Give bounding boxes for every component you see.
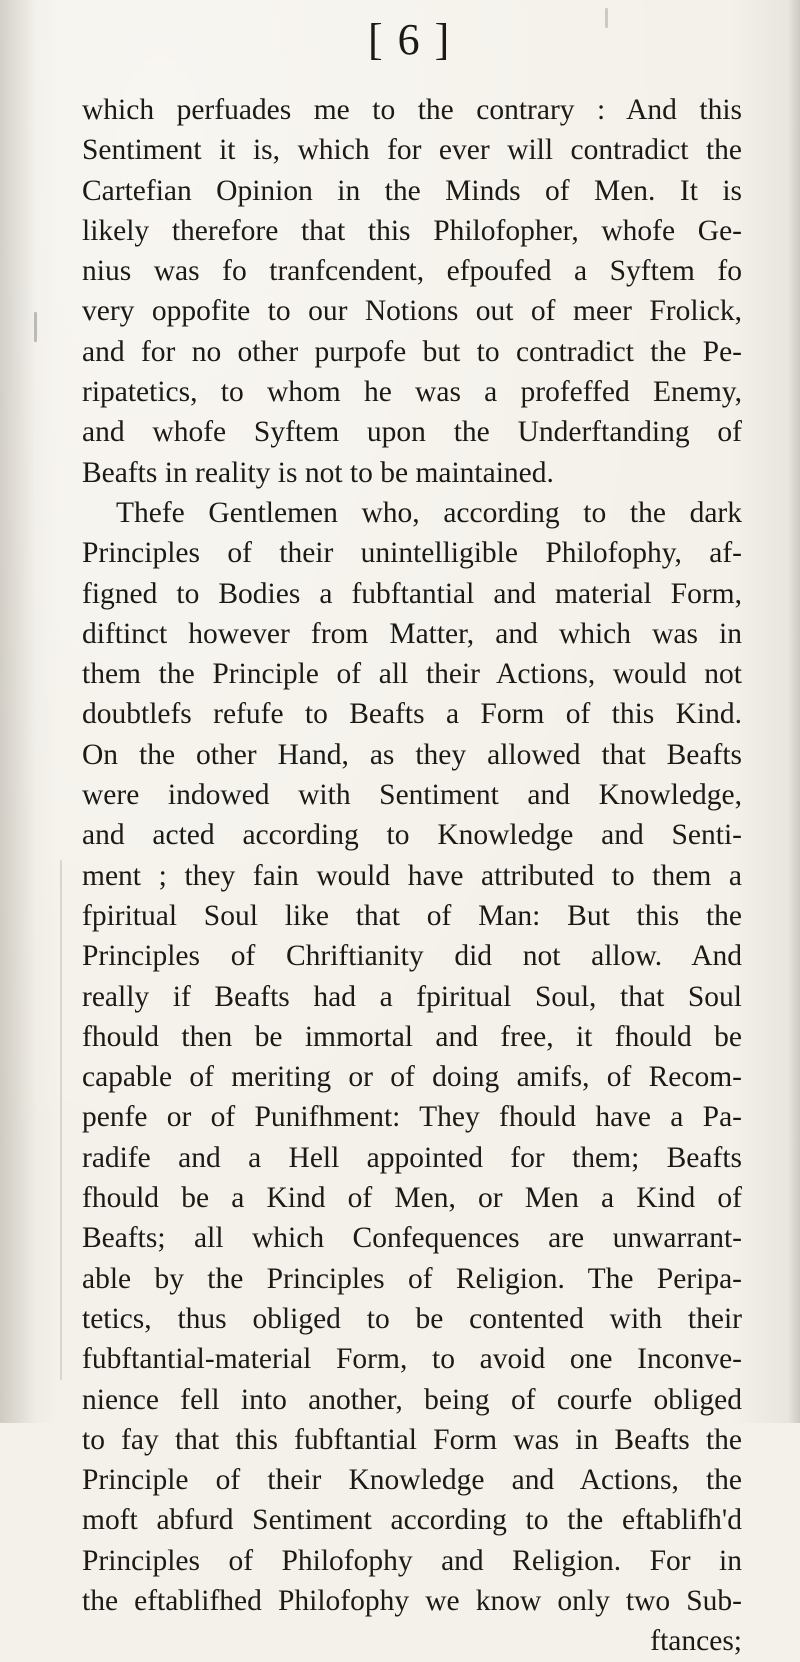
text-line: doubtlefs refufe to Beafts a Form of this Kind.: [82, 698, 742, 731]
text-line: and for no other purpofe but to contradict the Pe-: [82, 335, 742, 368]
text-line: really if Beafts had a fpiritual Soul, that Soul: [82, 980, 742, 1013]
page-number: [ 6 ]: [368, 15, 452, 64]
text-line: tetics, thus obliged to be contented with their: [82, 1302, 742, 1335]
text-line: Principle of their Knowledge and Actions, the: [82, 1464, 742, 1497]
text-line: nience fell into another, being of courfe obliged: [82, 1383, 742, 1416]
text-line: fhould be a Kind of Men, or Men a Kind of: [82, 1182, 742, 1215]
text-line: capable of meriting or of doing amifs, of Recom-: [82, 1061, 742, 1094]
text-line: them the Principle of all their Actions, would not: [82, 658, 742, 691]
ink-speck: [34, 312, 37, 342]
text-line: penfe or of Punifhment: They fhould have a Pa-: [82, 1101, 742, 1134]
catchword: ftances;: [650, 1625, 742, 1658]
text-line: to fay that this fubftantial Form was in Beafts the: [82, 1423, 742, 1456]
gutter-shadow: [0, 0, 36, 1423]
text-line: Sentiment it is, which for ever will contradict the: [82, 134, 742, 167]
text-line: which perfuades me to the contrary : And this: [82, 94, 742, 126]
text-line: On the other Hand, as they allowed that Beafts: [82, 738, 742, 771]
text-line: diftinct however from Matter, and which was in: [82, 617, 742, 650]
text-line: fhould then be immortal and free, it fhould be: [82, 1020, 742, 1053]
text-line: likely therefore that this Philofopher, whofe Ge-: [82, 214, 742, 247]
text-line: Principles of Chriftianity did not allow. And: [82, 940, 742, 973]
body-text: [82, 90, 742, 1662]
text-line: the eftablifhed Philofophy we know only two Sub-: [82, 1584, 742, 1617]
text-line: moft abfurd Sentiment according to the eftablifh'd: [82, 1504, 742, 1537]
paragraph-first-line: Thefe Gentlemen who, according to the dark: [116, 496, 742, 529]
text-line: were indowed with Sentiment and Knowledge,: [82, 779, 742, 812]
text-line: fubftantial-material Form, to avoid one Inconve-: [82, 1343, 742, 1376]
text-line: Principles of Philofophy and Religion. For in: [82, 1544, 742, 1577]
ink-speck: [60, 860, 62, 1380]
text-line: radife and a Hell appointed for them; Beafts: [82, 1141, 742, 1174]
text-line: Beafts; all which Confequences are unwarrant-: [82, 1222, 742, 1255]
text-line: Principles of their unintelligible Philofophy, af-: [82, 537, 742, 570]
text-line: figned to Bodies a fubftantial and material Form,: [82, 577, 742, 610]
text-line: ripatetics, to whom he was a profeffed Enemy,: [82, 376, 742, 409]
ink-speck: [605, 8, 608, 28]
text-line: nius was fo tranfcendent, efpoufed a Syftem fo: [82, 255, 742, 288]
text-line: ment ; they fain would have attributed to them a: [82, 859, 742, 892]
text-line: and whofe Syftem upon the Underftanding of: [82, 416, 742, 449]
text-line: very oppofite to our Notions out of meer Frolick,: [82, 295, 742, 328]
text-line: fpiritual Soul like that of Man: But this the: [82, 899, 742, 932]
text-line: Beafts in reality is not to be maintained.: [82, 456, 554, 489]
page-edge-shadow: [788, 0, 800, 1423]
text-line: Cartefian Opinion in the Minds of Men. It is: [82, 174, 742, 207]
text-line: and acted according to Knowledge and Senti-: [82, 819, 742, 852]
text-line: able by the Principles of Religion. The Peripa-: [82, 1262, 742, 1295]
